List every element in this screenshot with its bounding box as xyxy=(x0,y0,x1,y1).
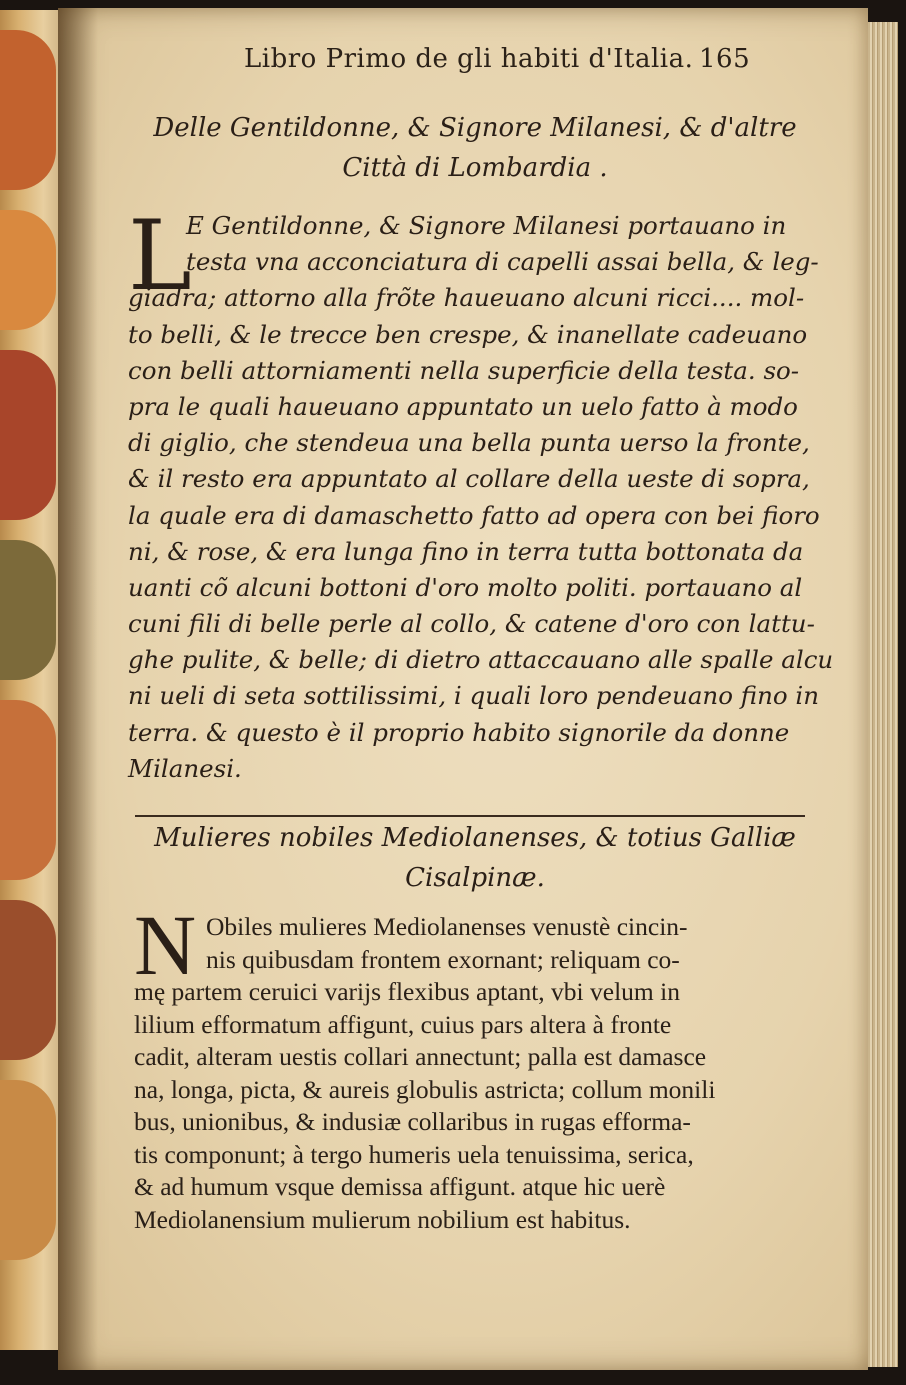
facing-page-ornament-border xyxy=(0,10,62,1350)
latin-paragraph xyxy=(134,911,814,1236)
ornament-scroll xyxy=(0,1080,56,1260)
text-line: testa vna acconciatura di capelli assai bella, & leg- xyxy=(186,247,819,277)
italian-heading-line: Delle Gentildonne, & Signore Milanesi, & d'altre xyxy=(153,113,797,143)
page-edges xyxy=(868,22,898,1367)
text-line: pra le quali haueuano appuntato un uelo fatto à modo xyxy=(128,391,798,421)
text-line: bus, unionibus, & indusiæ collaribus in rugas efforma- xyxy=(134,1107,691,1136)
text-line: ni ueli di seta sottilissimi, i quali loro pendeuano fino in xyxy=(128,681,820,711)
latin-heading xyxy=(150,818,800,898)
ornament-scroll xyxy=(0,700,56,880)
latin-heading-line: Mulieres nobiles Mediolanenses, & totius Galliæ xyxy=(154,823,796,853)
ornament-scroll xyxy=(0,350,56,520)
text-line: cadit, alteram uestis collari annectunt; palla est damasce xyxy=(134,1042,707,1071)
text-line: ni, & rose, & era lunga fino in terra tutta bottonata da xyxy=(128,536,804,566)
ornament-scroll xyxy=(0,540,56,680)
section-divider xyxy=(135,815,805,817)
latin-heading-line: Cisalpinæ. xyxy=(405,863,545,893)
text-line: Obiles mulieres Mediolanenses venustè cincin- xyxy=(206,912,688,941)
text-line: ghe pulite, & belle; di dietro attaccauano alle spalle alcu xyxy=(128,645,834,675)
ornament-scroll xyxy=(0,30,56,190)
running-header xyxy=(244,44,804,84)
text-line: & ad humum vsque demissa affigunt. atque hic uerè xyxy=(134,1172,666,1201)
italian-paragraph xyxy=(128,200,834,787)
text-line: Mediolanensium mulierum nobilium est habitus. xyxy=(134,1204,631,1234)
latin-drop-cap: N xyxy=(134,897,197,993)
text-line: con belli attorniamenti nella superficie della testa. so- xyxy=(128,355,800,385)
running-title: Libro Primo de gli habiti d'Italia. xyxy=(244,44,694,74)
text-line: lilium efformatum affigunt, cuius pars altera à fronte xyxy=(134,1009,672,1039)
text-line: la quale era di damaschetto fatto ad opera con bei fioro xyxy=(128,500,820,530)
ornament-scroll xyxy=(0,900,56,1060)
text-line: giadra; attorno alla frõte haueuano alcuni ricci.... mol- xyxy=(128,283,805,313)
text-line: terra. & questo è il proprio habito signorile da donne xyxy=(128,717,790,747)
italian-drop-cap: L xyxy=(128,200,192,312)
page-gutter-shadow xyxy=(58,8,98,1370)
text-line: nis quibusdam frontem exornant; reliquam co- xyxy=(206,944,680,974)
text-line: di giglio, che stendeua una bella punta uerso la fronte, xyxy=(128,428,810,458)
ornament-scroll xyxy=(0,210,56,330)
text-line: E Gentildonne, & Signore Milanesi portauano in xyxy=(186,211,787,240)
text-line: na, longa, picta, & aureis globulis astricta; collum monili xyxy=(134,1074,716,1104)
italian-heading-line: Città di Lombardia . xyxy=(342,153,608,183)
text-line: uanti cõ alcuni bottoni d'oro molto politi. portauano al xyxy=(128,572,803,602)
text-line: Milanesi. xyxy=(128,753,242,783)
text-line: to belli, & le trecce ben crespe, & inanellate cadeuano xyxy=(128,319,808,349)
text-line: & il resto era appuntato al collare della ueste di sopra, xyxy=(128,464,810,494)
text-line: mę partem ceruici varijs flexibus aptant, vbi velum in xyxy=(134,977,680,1006)
italian-heading xyxy=(150,108,800,188)
text-line: tis componunt; à tergo humeris uela tenuissima, serica, xyxy=(134,1139,694,1169)
text-line: cuni fili di belle perle al collo, & catene d'oro con lattu- xyxy=(128,609,815,639)
page-number: 165 xyxy=(699,44,751,74)
